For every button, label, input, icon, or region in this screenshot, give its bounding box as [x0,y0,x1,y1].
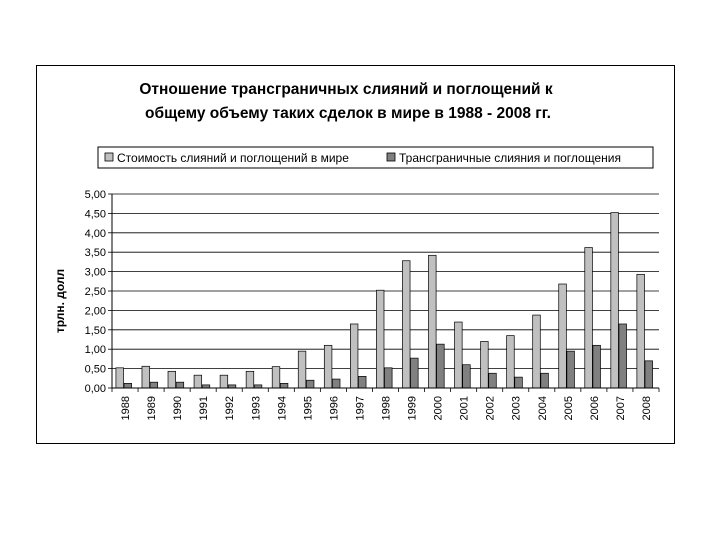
chart-frame [36,65,675,444]
x-tick-label: 1997 [354,396,367,421]
x-tick-label: 1991 [198,396,211,421]
bar-cross-1988 [124,383,132,388]
bar-cross-2001 [463,365,471,388]
bar-world-1994 [272,367,280,388]
x-tick-labels [120,396,653,420]
x-tick-label: 2000 [432,396,445,421]
bar-world-1996 [324,345,332,388]
bar-cross-2000 [437,344,445,388]
bar-world-1995 [298,351,306,388]
x-tick-label: 1990 [172,396,185,421]
x-tick-label: 1988 [120,396,133,421]
y-tick-label: 0,50 [84,363,106,376]
chart-title-line-1: Отношение трансграничных слияний и поглощений к [139,81,553,98]
chart-svg [37,66,674,443]
legend-label-cross: Трансграничные слияния и поглощения [399,151,621,165]
bar-world-2001 [455,322,463,388]
bar-world-2000 [428,255,436,388]
bar-world-2005 [559,284,567,388]
bar-world-1998 [376,290,384,388]
bar-world-2003 [507,336,515,388]
x-tick-label: 2002 [484,396,497,421]
y-tick-label: 4,00 [84,227,106,240]
y-tick-label: 0,00 [84,383,106,395]
x-tick-label: 1999 [406,396,419,421]
legend-swatch-cross [387,153,395,161]
y-axis-label: трлн. долл [53,268,67,334]
y-tick-label: 1,50 [84,324,106,337]
bar-cross-1989 [150,382,158,388]
bar-world-1991 [194,375,202,388]
x-tick-label: 1994 [276,396,289,421]
chart-title-line-2: общему объему таких сделок в мире в 1988 - 2008 гг. [145,105,551,122]
bar-cross-1990 [176,382,184,388]
bar-world-1993 [246,371,254,388]
x-tick-label: 2006 [588,396,601,421]
bar-world-2006 [585,248,593,388]
bar-cross-2002 [489,373,497,388]
x-tick-label: 1998 [380,396,393,421]
legend-swatch-world [105,153,113,161]
x-tick-label: 1989 [146,396,159,421]
x-tick-label: 1995 [302,396,315,421]
bar-world-1989 [142,366,150,388]
bar-cross-2006 [593,345,601,388]
y-tick-label: 3,50 [84,247,106,260]
bar-cross-1998 [385,368,393,388]
x-tick-label: 2003 [510,396,523,421]
bar-cross-1995 [306,380,314,388]
x-tick-label: 2004 [536,396,549,421]
bar-cross-2008 [645,361,653,388]
bar-world-2002 [481,341,489,388]
bar-world-2004 [533,315,541,388]
bar-world-1999 [402,261,410,388]
y-tick-label: 2,00 [84,305,106,318]
x-tick-label: 1993 [250,396,263,421]
bar-cross-1994 [280,383,288,388]
bar-world-2008 [637,274,645,388]
bar-cross-2004 [541,373,549,388]
y-tick-label: 5,00 [84,189,106,201]
bar-world-1990 [168,371,176,388]
grid-layer [112,194,659,369]
legend-label-world: Стоимость слияний и поглощений в мире [117,151,349,165]
y-tick-label: 2,50 [84,286,106,298]
x-tick-label: 2005 [562,396,575,421]
bar-world-1992 [220,375,228,388]
x-tick-label: 1992 [224,396,237,421]
bars [116,213,653,388]
bar-world-1988 [116,368,124,388]
x-tick-label: 2001 [458,396,471,421]
bar-cross-1999 [411,358,419,388]
bar-cross-1997 [358,376,366,388]
bar-world-1997 [350,324,358,388]
x-tick-label: 2007 [614,396,627,421]
bar-cross-2005 [567,351,575,388]
y-tick-label: 1,00 [84,344,106,357]
y-tick-label: 3,00 [84,266,106,279]
bar-cross-2003 [515,377,523,388]
y-tick-label: 4,50 [84,208,106,221]
legend [98,147,653,168]
bar-world-2007 [611,213,619,388]
bar-cross-2007 [619,324,627,388]
bar-cross-1996 [332,379,340,388]
x-tick-label: 2008 [640,396,653,421]
x-tick-label: 1996 [328,396,341,421]
y-tick-labels [85,189,106,395]
